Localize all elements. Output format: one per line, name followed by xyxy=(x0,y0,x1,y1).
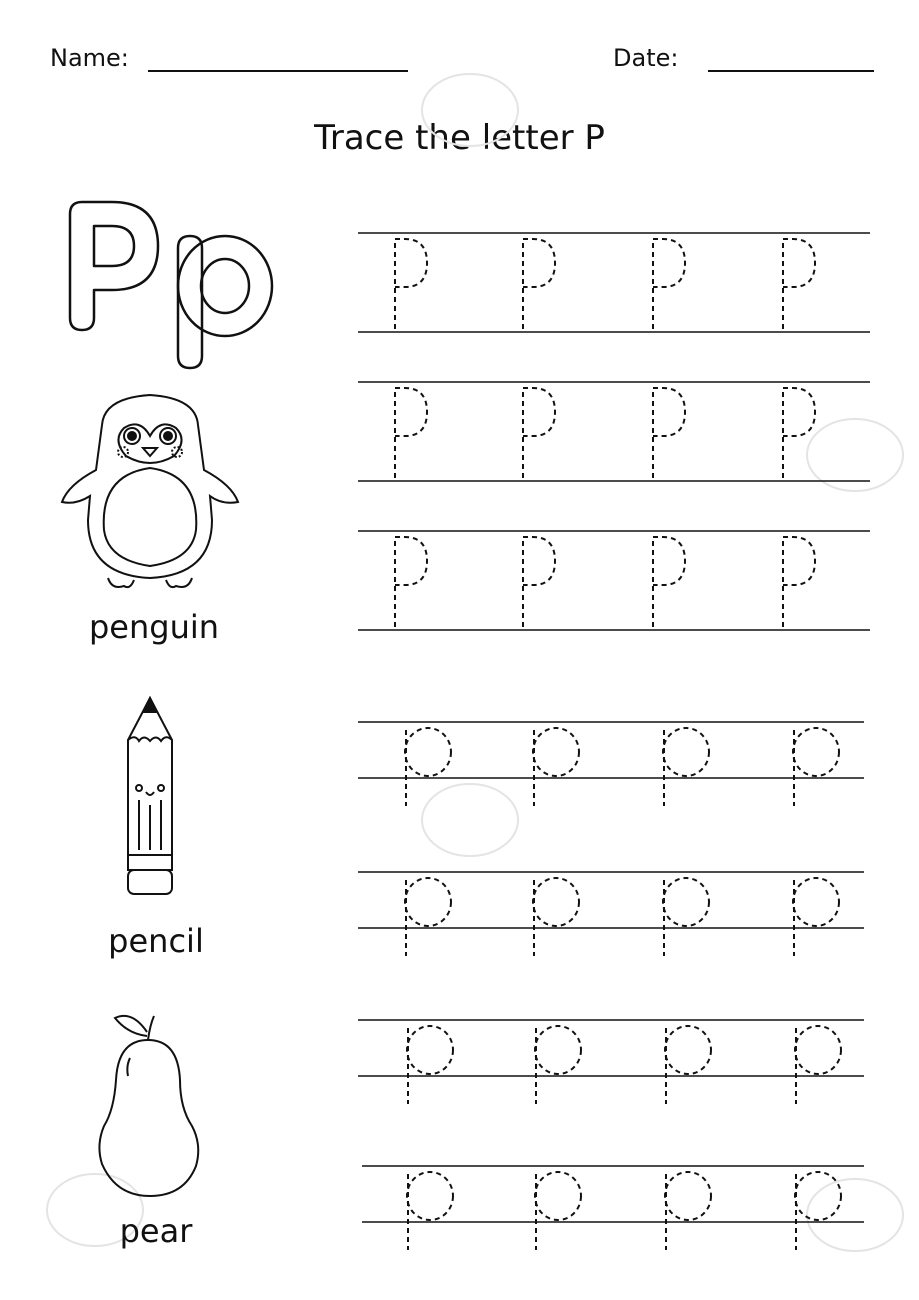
traceable-uppercase-p xyxy=(523,537,555,627)
traceable-lowercase-p-bowl xyxy=(407,1172,453,1220)
traceable-lowercase-p-bowl xyxy=(665,1026,711,1074)
word-penguin: penguin xyxy=(88,608,220,646)
traceable-lowercase-p-bowl xyxy=(795,1172,841,1220)
traceable-uppercase-p xyxy=(395,537,427,627)
traceable-lowercase-p-bowl xyxy=(533,878,579,926)
watermark-marks xyxy=(47,74,903,1251)
pear-icon xyxy=(99,1016,198,1196)
date-label: Date: xyxy=(613,44,679,72)
traceable-lowercase-p-bowl xyxy=(405,878,451,926)
traceable-lowercase-p-bowl xyxy=(405,728,451,776)
tracing-area xyxy=(358,233,870,1250)
traceable-uppercase-p xyxy=(783,239,815,329)
traceable-lowercase-p-bowl xyxy=(665,1172,711,1220)
traceable-lowercase-p-bowl xyxy=(535,1026,581,1074)
traceable-lowercase-p-bowl xyxy=(795,1026,841,1074)
big-lowercase-p-outline xyxy=(178,236,272,368)
traceable-uppercase-p xyxy=(783,537,815,627)
big-uppercase-p-outline xyxy=(70,202,158,330)
page-title: Trace the letter P xyxy=(314,118,605,158)
traceable-uppercase-p xyxy=(523,239,555,329)
penguin-icon xyxy=(62,395,238,587)
pencil-icon xyxy=(128,698,172,894)
traceable-lowercase-p-bowl xyxy=(535,1172,581,1220)
traceable-uppercase-p xyxy=(395,239,427,329)
traceable-lowercase-p-bowl xyxy=(533,728,579,776)
traceable-lowercase-p-bowl xyxy=(407,1026,453,1074)
traceable-lowercase-p-bowl xyxy=(663,878,709,926)
name-label: Name: xyxy=(50,44,129,72)
traceable-uppercase-p xyxy=(653,239,685,329)
traceable-lowercase-p-bowl xyxy=(663,728,709,776)
word-pencil: pencil xyxy=(108,922,204,960)
traceable-lowercase-p-bowl xyxy=(793,728,839,776)
traceable-uppercase-p xyxy=(653,537,685,627)
word-pear: pear xyxy=(119,1212,193,1250)
traceable-lowercase-p-bowl xyxy=(793,878,839,926)
traceable-uppercase-p xyxy=(783,388,815,478)
traceable-uppercase-p xyxy=(653,388,685,478)
traceable-uppercase-p xyxy=(523,388,555,478)
traceable-uppercase-p xyxy=(395,388,427,478)
